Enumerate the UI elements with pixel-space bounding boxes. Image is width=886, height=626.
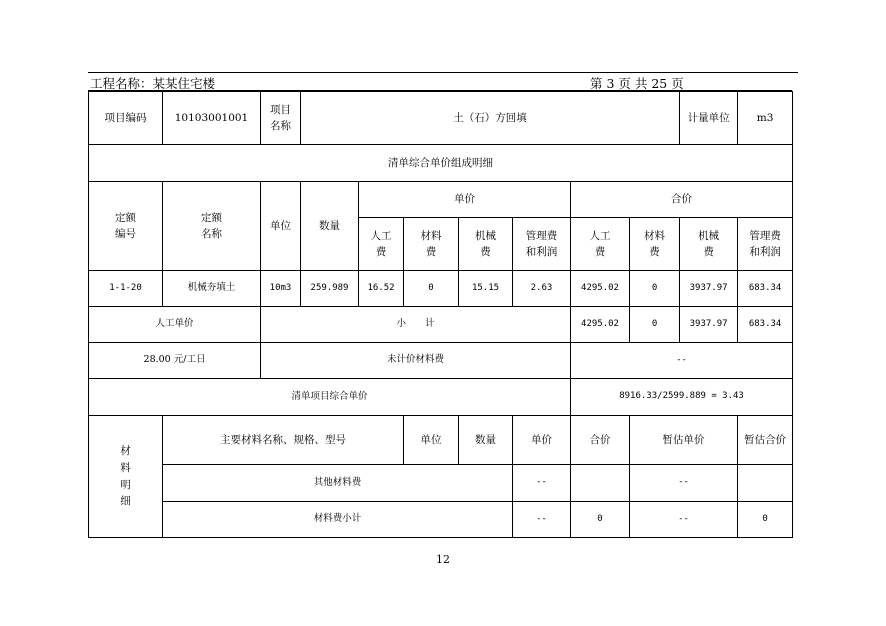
item-unit: m3	[738, 92, 793, 145]
composite-price-row	[89, 379, 793, 416]
material-subtotal-unit-price: --	[513, 502, 571, 538]
row-up-mgmt: 2.63	[513, 271, 571, 307]
col-up-material	[404, 218, 459, 271]
col-up-material-text: 材料费	[420, 229, 442, 258]
col-up-labor-text: 人工费	[370, 229, 392, 258]
col-tp-machine-text: 机械费	[698, 229, 720, 258]
subtotal-label: 小 计	[261, 307, 571, 343]
col-unit-price: 单价	[359, 182, 571, 218]
unpriced-material-row	[89, 343, 793, 379]
material-qty-header: 数量	[459, 416, 513, 465]
page-info: 第 3 页 共 25 页	[590, 76, 684, 91]
other-material-unit-price: --	[513, 465, 571, 502]
col-unit: 单位	[261, 182, 301, 271]
row-qty: 259.989	[301, 271, 359, 307]
material-name-header: 主要材料名称、规格、型号	[163, 416, 404, 465]
page-header	[90, 74, 795, 90]
other-material-row	[89, 465, 793, 502]
unit-label: 计量单位	[680, 92, 738, 145]
col-quota-code	[89, 182, 163, 271]
material-subtotal-est-total-price: 0	[738, 502, 793, 538]
material-subtotal-label: 材料费小计	[163, 502, 513, 538]
labor-rate: 28.00 元/工日	[89, 343, 261, 379]
other-material-total-price	[571, 465, 630, 502]
row-tp-labor: 4295.02	[571, 271, 630, 307]
section-title: 清单综合单价组成明细	[89, 145, 793, 182]
col-up-mgmt	[513, 218, 571, 271]
table-row	[89, 271, 793, 307]
unpriced-material-label: 未计价材料费	[261, 343, 571, 379]
col-quota-code-text: 定额编号	[115, 211, 136, 240]
composite-price-value: 8916.33/2599.889 = 3.43	[571, 379, 793, 416]
material-total-price-header: 合价	[571, 416, 630, 465]
material-subtotal-est-unit-price: --	[630, 502, 738, 538]
other-material-est-total-price	[738, 465, 793, 502]
row-up-machine: 15.15	[459, 271, 513, 307]
material-side-label-text: 材料明细	[120, 444, 131, 508]
row-name: 机械夯填土	[163, 271, 261, 307]
col-tp-machine	[680, 218, 738, 271]
material-side-label	[89, 416, 163, 538]
row-tp-machine: 3937.97	[680, 271, 738, 307]
col-tp-labor	[571, 218, 630, 271]
item-name-label-text: 项目名称	[270, 103, 291, 132]
row-code: 1-1-20	[89, 271, 163, 307]
col-up-machine-text: 机械费	[475, 229, 496, 258]
col-tp-material-text: 材料费	[644, 229, 666, 258]
col-tp-mgmt	[738, 218, 793, 271]
row-up-labor: 16.52	[359, 271, 404, 307]
material-unit-price-header: 单价	[513, 416, 571, 465]
item-name-label	[261, 92, 301, 145]
subtotal-mgmt: 683.34	[738, 307, 793, 343]
item-code: 10103001001	[163, 92, 261, 145]
labor-unit-price-label: 人工单价	[89, 307, 261, 343]
col-up-machine	[459, 218, 513, 271]
col-quota-name	[163, 182, 261, 271]
column-header-row-1	[89, 182, 793, 218]
item-name: 土（石）方回填	[301, 92, 680, 145]
col-tp-mgmt-text: 管理费和利润	[749, 229, 781, 258]
material-unit-header: 单位	[404, 416, 459, 465]
row-unit: 10m3	[261, 271, 301, 307]
subtotal-labor: 4295.02	[571, 307, 630, 343]
col-up-mgmt-text: 管理费和利润	[525, 229, 558, 258]
row-tp-mgmt: 683.34	[738, 271, 793, 307]
other-material-est-unit-price: --	[630, 465, 738, 502]
page-number: 12	[436, 553, 450, 566]
material-est-unit-price-header: 暂估单价	[630, 416, 738, 465]
material-header-row	[89, 416, 793, 465]
material-est-total-price-header: 暂估合价	[738, 416, 793, 465]
col-quantity: 数量	[301, 182, 359, 271]
col-tp-labor-text: 人工费	[589, 229, 611, 258]
col-total-price: 合价	[571, 182, 793, 218]
unpriced-material-value: --	[571, 343, 793, 379]
section-title-row	[89, 145, 793, 182]
row-tp-material: 0	[630, 271, 680, 307]
col-up-labor	[359, 218, 404, 271]
subtotal-material: 0	[630, 307, 680, 343]
col-tp-material	[630, 218, 680, 271]
material-subtotal-total-price: 0	[571, 502, 630, 538]
top-rule	[88, 72, 798, 73]
col-quota-name-text: 定额名称	[201, 211, 222, 240]
row-up-material: 0	[404, 271, 459, 307]
item-code-label: 项目编码	[89, 92, 163, 145]
subtotal-row	[89, 307, 793, 343]
subtotal-machine: 3937.97	[680, 307, 738, 343]
composite-price-label: 清单项目综合单价	[89, 379, 571, 416]
project-name: 工程名称：某某住宅楼	[90, 76, 216, 91]
item-row	[89, 92, 793, 145]
unit-price-analysis-table	[88, 91, 793, 538]
material-subtotal-row	[89, 502, 793, 538]
other-material-label: 其他材料费	[163, 465, 513, 502]
